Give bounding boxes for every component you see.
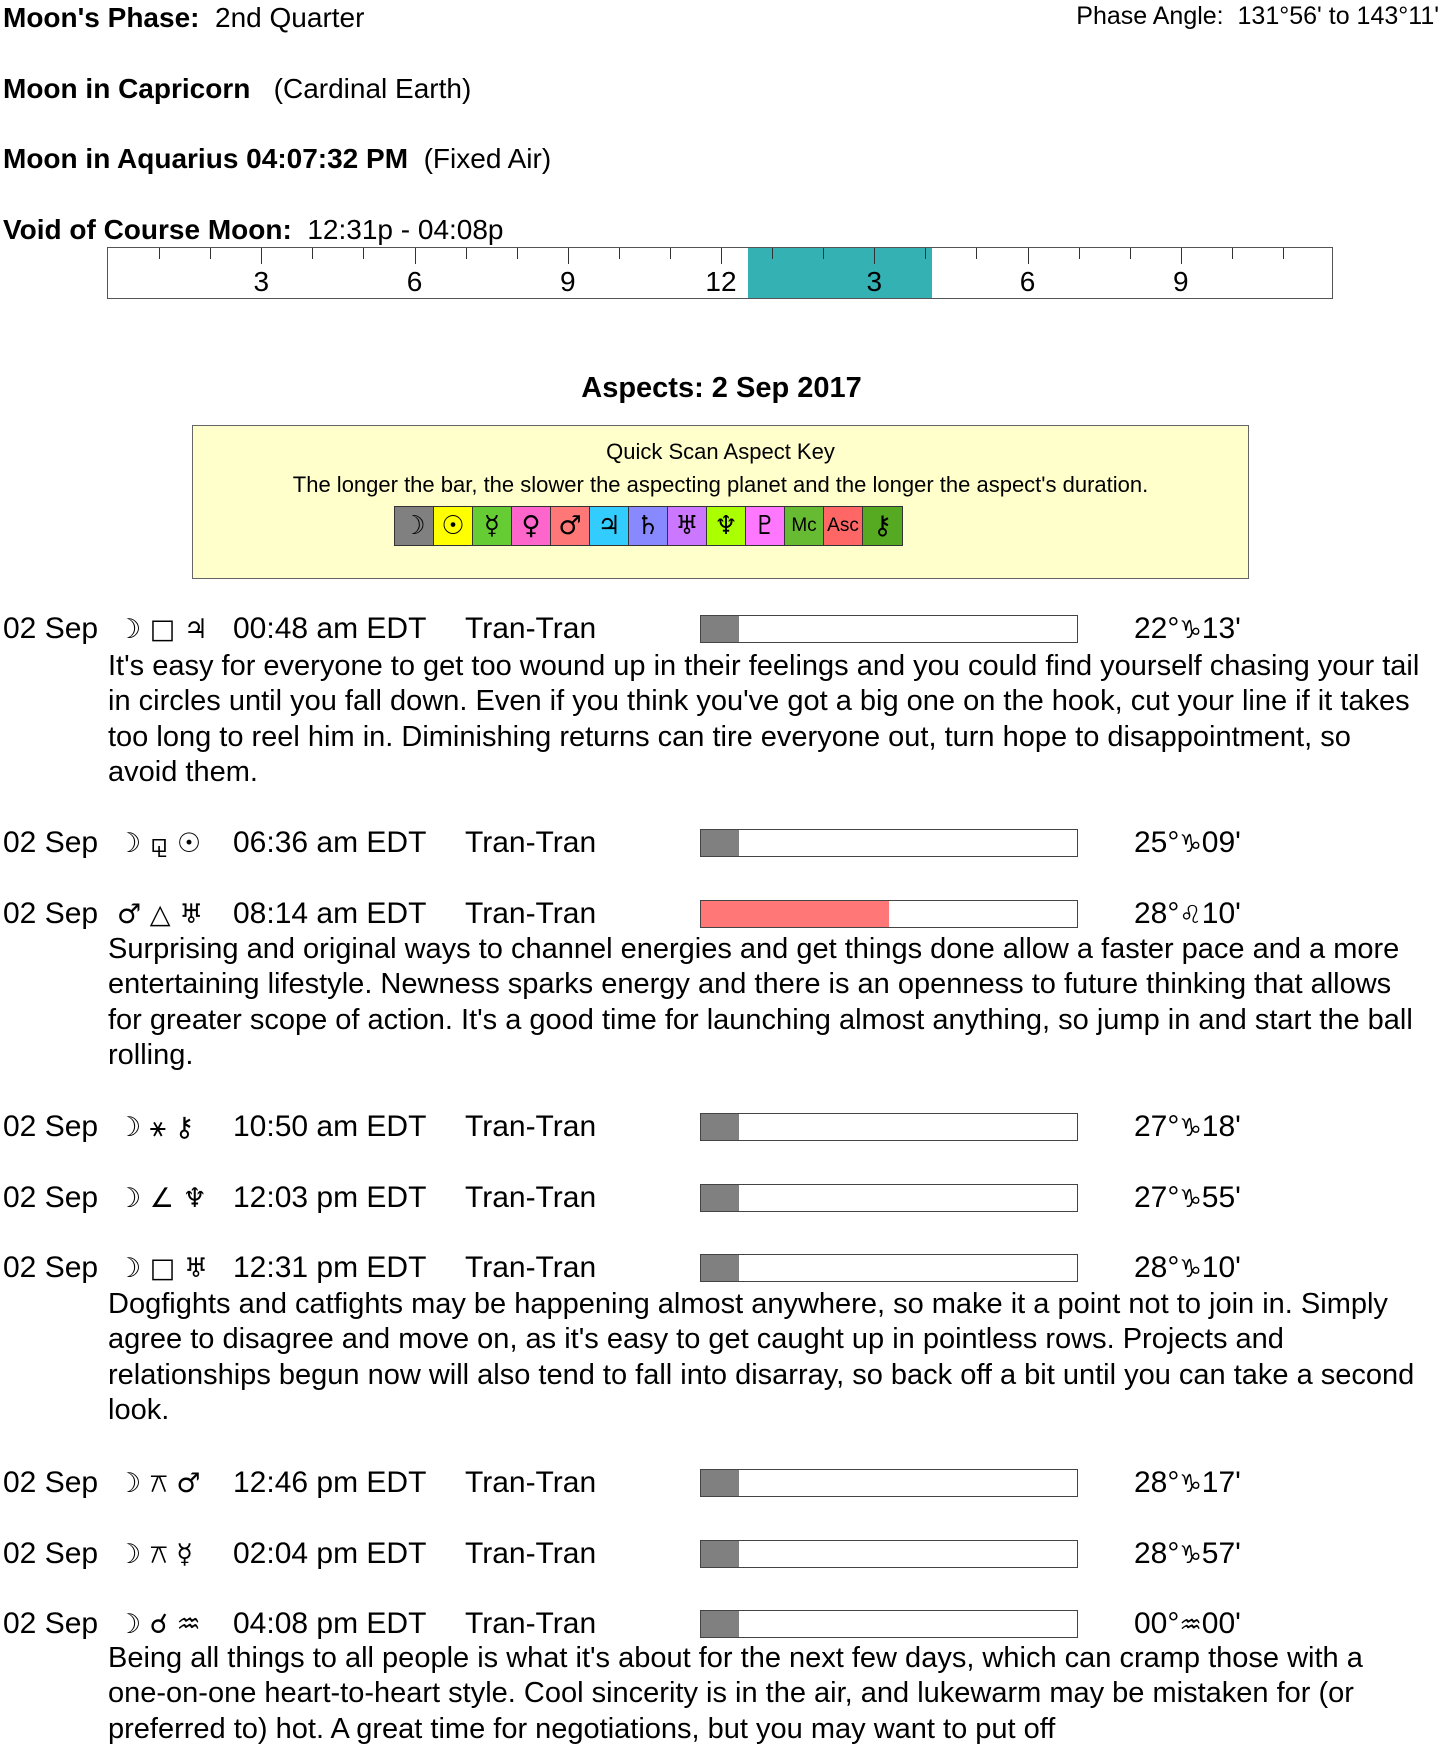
timeline-tick [874,248,875,264]
timeline-tick [363,248,364,259]
aspect-date: 02 Sep [3,897,99,930]
moon-sign-aquarius-title: Moon in Aquarius 04:07:32 PM [3,143,409,174]
timeline-hour-label: 3 [866,266,883,297]
aspect-type: Tran-Tran [465,1537,597,1570]
aspect-date: 02 Sep [3,1607,99,1640]
aspect-position [1134,1181,1241,1215]
key-mc-icon: Mc [785,507,824,545]
aspect-type: Tran-Tran [465,612,597,645]
aspect-duration-fill [701,901,889,927]
aspect-glyphs: ☽ □ ♃ [117,614,209,645]
aspect-row [0,826,1443,866]
zodiac-sign-icon: ♑ [1179,1540,1202,1569]
timeline-tick [1181,248,1182,264]
aspect-key-box [192,425,1249,579]
aspect-position [1134,612,1241,646]
timeline-tick [1028,248,1029,264]
timeline-tick [312,248,313,259]
aspect-description: Surprising and original ways to channel energies and get things done allow a faster pace and a more entertaining lifestyle. Newness sparks energy and there is an openness to future thinking that allows for greater scope of action. It's a good time for launching almost anything, so jump in and start the ball rolling. [108,933,1413,1072]
timeline-tick [1130,248,1131,259]
key-moon-icon: ☽ [395,507,434,545]
aspect-row [0,1110,1443,1150]
timeline-hour-label: 6 [1019,266,1036,297]
aspect-degree: 22° [1134,612,1180,645]
key-mars-icon: ♂ [551,507,590,545]
aspect-type: Tran-Tran [465,1181,597,1214]
aspect-type: Tran-Tran [465,1607,597,1640]
aspect-duration-fill [701,1255,739,1281]
aspect-glyphs: ☽ □ ♅ [117,1253,209,1284]
zodiac-sign-icon: ♒ [1179,1610,1202,1639]
aspect-duration-bar [700,1254,1078,1282]
aspect-duration-bar [700,1540,1078,1568]
aspect-row [0,1466,1443,1506]
aspect-minute: 18' [1201,1110,1241,1143]
aspect-position [1134,826,1241,860]
moon-sign-aquarius [3,143,551,175]
aspect-minute: 57' [1201,1537,1241,1570]
aspect-duration-bar [700,829,1078,857]
aspect-time: 12:31 pm EDT [233,1251,427,1284]
key-uranus-icon: ♅ [668,507,707,545]
aspect-date: 02 Sep [3,612,99,645]
key-jupiter-icon: ♃ [590,507,629,545]
aspect-row [0,1251,1443,1291]
aspect-degree: 00° [1134,1607,1180,1640]
aspect-duration-fill [701,1611,739,1637]
key-saturn-icon: ♄ [629,507,668,545]
timeline-hour-label: 3 [253,266,270,297]
timeline-tick [261,248,262,264]
zodiac-sign-icon: ♌ [1179,900,1202,929]
aspect-glyphs: ☽ ⚻ ☿ [117,1539,193,1570]
aspect-degree: 28° [1134,1251,1180,1284]
aspect-date: 02 Sep [3,1181,99,1214]
moon-sign-capricorn-title: Moon in Capricorn [3,73,251,104]
key-pluto-icon: ♇ [746,507,785,545]
zodiac-sign-icon: ♑ [1179,615,1202,644]
timeline-tick [210,248,211,259]
timeline-tick [823,248,824,259]
timeline-hour-label: 9 [1172,266,1189,297]
aspect-duration-bar [700,615,1078,643]
aspect-duration-fill [701,1114,739,1140]
key-neptune-icon: ♆ [707,507,746,545]
timeline-tick [517,248,518,259]
aspect-type: Tran-Tran [465,826,597,859]
aspect-description: Being all things to all people is what it's about for the next few days, which can cramp those with a one-on-one heart-to-heart style. Cool sincerity is in the air, and lukewarm may be mistaken for (or preferred to) hot. A great time for negotiations, but you may want to put off [108,1642,1363,1745]
timeline-tick [1232,248,1233,259]
aspect-position [1134,1607,1241,1641]
aspect-row [0,1537,1443,1577]
aspect-date: 02 Sep [3,1251,99,1284]
aspect-key-strip [394,506,903,546]
timeline-tick [1079,248,1080,259]
aspect-position [1134,897,1241,931]
phase-angle-value: 131°56' to 143°11' [1237,2,1439,30]
aspect-duration-fill [701,1470,739,1496]
zodiac-sign-icon: ♑ [1179,1184,1202,1213]
aspect-type: Tran-Tran [465,1251,597,1284]
aspect-minute: 09' [1201,826,1241,859]
aspect-duration-fill [701,1185,739,1211]
aspect-glyphs: ☽ ∠ ♆ [117,1183,207,1214]
aspect-description: Dogfights and catfights may be happening almost anywhere, so make it a point not to join in. Simply agree to disagree and move on, as it's easy to get caught up in pointless rows. Projects and relationships begun now will also tend to fall into disarray, so back off a bit until you can take a second look. [108,1288,1415,1427]
aspect-glyphs: ☽ ☌ ♒ [117,1609,201,1640]
aspect-glyphs: ♂ △ ♅ [117,899,204,930]
zodiac-sign-icon: ♑ [1179,829,1202,858]
aspect-degree: 28° [1134,1537,1180,1570]
aspect-time: 04:08 pm EDT [233,1607,427,1640]
key-chiron-icon: ⚷ [863,507,902,545]
aspect-glyphs: ☽ ⚻ ♂ [117,1468,201,1499]
aspect-minute: 13' [1201,612,1241,645]
key-asc-icon: Asc [824,507,863,545]
zodiac-sign-icon: ♑ [1179,1254,1202,1283]
voc-timeline [107,247,1333,299]
aspect-position [1134,1537,1241,1571]
aspect-duration-bar [700,1184,1078,1212]
timeline-tick [721,248,722,264]
voc-period-fill [748,248,932,298]
aspect-date: 02 Sep [3,1110,99,1143]
timeline-tick [1283,248,1284,259]
aspect-position [1134,1251,1241,1285]
timeline-hour-label: 12 [705,266,737,297]
moon-phase-label: Moon's Phase: [3,2,200,33]
aspect-minute: 00' [1201,1607,1241,1640]
moon-phase-line [3,2,364,34]
timeline-tick [415,248,416,264]
timeline-tick [466,248,467,259]
zodiac-sign-icon: ♑ [1179,1469,1202,1498]
aspect-duration-fill [701,616,739,642]
aspect-minute: 10' [1201,897,1241,930]
aspect-glyphs: ☽ ⚹ ⚷ [117,1112,195,1143]
moon-phase-value: 2nd Quarter [215,2,365,33]
aspect-type: Tran-Tran [465,1110,597,1143]
aspect-time: 08:14 am EDT [233,897,427,930]
aspect-minute: 10' [1201,1251,1241,1284]
aspect-degree: 27° [1134,1110,1180,1143]
phase-angle-label: Phase Angle: [1076,2,1224,30]
key-mercury-icon: ☿ [473,507,512,545]
aspect-key-subtitle: The longer the bar, the slower the aspecting planet and the longer the aspect's duration. [292,472,1149,497]
aspect-degree: 25° [1134,826,1180,859]
aspect-position [1134,1110,1241,1144]
aspect-time: 00:48 am EDT [233,612,427,645]
aspect-minute: 17' [1201,1466,1241,1499]
aspect-row [0,897,1443,937]
aspect-date: 02 Sep [3,1466,99,1499]
aspect-duration-fill [701,1541,739,1567]
timeline-tick [159,248,160,259]
aspect-type: Tran-Tran [465,897,597,930]
aspect-minute: 55' [1201,1181,1241,1214]
phase-angle [1076,2,1439,31]
timeline-hour-label: 6 [406,266,423,297]
voc-label: Void of Course Moon: [3,214,292,245]
aspect-degree: 28° [1134,897,1180,930]
aspect-degree: 28° [1134,1466,1180,1499]
timeline-tick [925,248,926,259]
key-sun-icon: ☉ [434,507,473,545]
aspect-duration-bar [700,1610,1078,1638]
aspect-glyphs: ☽ ⚼ ☉ [117,828,202,859]
aspect-row [0,612,1443,652]
aspect-type: Tran-Tran [465,1466,597,1499]
aspect-time: 12:03 pm EDT [233,1181,427,1214]
timeline-tick [619,248,620,259]
zodiac-sign-icon: ♑ [1179,1113,1202,1142]
aspect-date: 02 Sep [3,826,99,859]
key-venus-icon: ♀ [512,507,551,545]
aspect-time: 02:04 pm EDT [233,1537,427,1570]
moon-sign-capricorn-note: (Cardinal Earth) [273,73,472,104]
moon-sign-capricorn [3,73,471,105]
aspect-duration-bar [700,1113,1078,1141]
aspect-position [1134,1466,1241,1500]
aspect-date: 02 Sep [3,1537,99,1570]
aspect-time: 10:50 am EDT [233,1110,427,1143]
aspect-description: It's easy for everyone to get too wound up in their feelings and you could find yourself chasing your tail in circles until you fall down. Even if you think you've got a big one on the hook, cut your line if it takes too long to reel him in. Diminishing returns can tire everyone out, turn hope to disappointment, so avoid them. [108,650,1420,789]
timeline-tick [568,248,569,264]
timeline-hour-label: 9 [559,266,576,297]
aspect-duration-bar [700,900,1078,928]
void-of-course [3,214,504,246]
aspect-duration-fill [701,830,739,856]
voc-value: 12:31p - 04:08p [307,214,504,245]
aspect-time: 06:36 am EDT [233,826,427,859]
aspect-degree: 27° [1134,1181,1180,1214]
aspect-key-title: Quick Scan Aspect Key [606,439,835,464]
timeline-tick [976,248,977,259]
moon-sign-aquarius-note: (Fixed Air) [423,143,552,174]
timeline-tick [670,248,671,259]
timeline-tick [772,248,773,259]
aspect-duration-bar [700,1469,1078,1497]
aspect-time: 12:46 pm EDT [233,1466,427,1499]
aspect-row [0,1181,1443,1221]
aspects-title: Aspects: 2 Sep 2017 [581,372,862,404]
